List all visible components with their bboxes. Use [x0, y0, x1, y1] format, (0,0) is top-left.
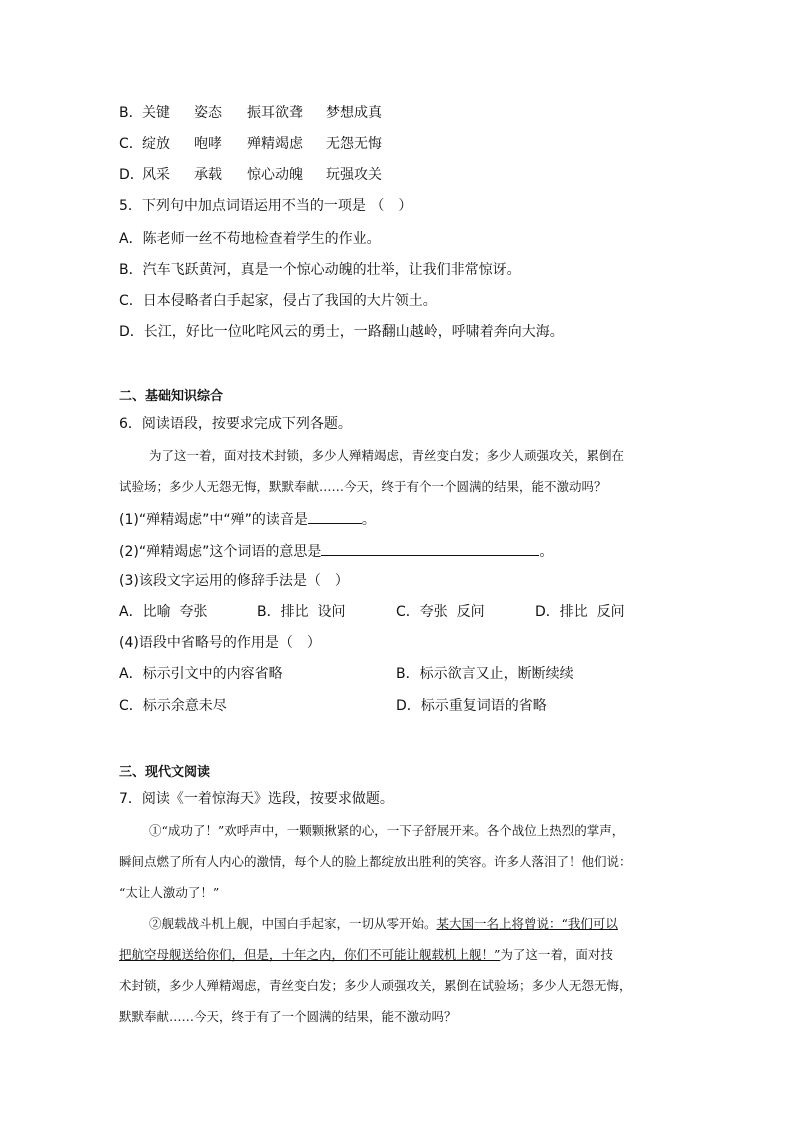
sub2-end: 。	[539, 544, 554, 560]
passage-line: ①“成功了！”欢呼声中，一颗颗揪紧的心，一下子舒展开来。各个战位上热烈的掌声，	[149, 823, 625, 838]
q6-sub1	[119, 509, 376, 529]
option-word: 咆哮	[194, 136, 222, 152]
q6-sub3: (3)该段文字运用的修辞手法是（ ）	[119, 573, 349, 589]
passage-line: 为了这一着，面对技术封锁，多少人殚精竭虑，青丝变白发；多少人顽强攻关，累倒在	[149, 448, 625, 463]
underlined-text: 把航空母舰送给你们，但是，十年之内，你们不可能让舰载机上舰！”	[119, 947, 501, 962]
option-a: A．标示引文中的内容省略	[119, 666, 283, 682]
option-word: 梦想成真	[326, 105, 382, 121]
answer-blank[interactable]	[308, 509, 362, 524]
option-b: B．标示欲言又止，断断续续	[396, 666, 574, 682]
q4-option-c	[119, 135, 382, 153]
option-word: 绽放	[142, 136, 170, 152]
option-word: 姿态	[194, 105, 222, 121]
sub1-end: 。	[361, 512, 376, 528]
passage-line: 默默奉献……今天，终于有了一个圆满的结果，能不激动吗？	[119, 1009, 457, 1024]
option-d: D．排比 反问	[535, 604, 625, 620]
option-word: 无怨无悔	[326, 136, 382, 152]
option-word: 关键	[142, 105, 170, 121]
q4-option-d	[119, 166, 382, 184]
option-label: C．	[119, 136, 143, 152]
option-word: 振耳欲聋	[247, 105, 303, 121]
passage-text: 为了这一着，面对技	[500, 947, 613, 962]
q7-passage-p1	[119, 815, 675, 908]
q7-stem: 7．阅读《一着惊海天》选段，按要求做题。	[119, 791, 394, 807]
section-title: 三、现代文阅读	[119, 765, 211, 780]
option-b: B．排比 设问	[257, 604, 346, 620]
option-word: 风采	[142, 167, 170, 183]
passage-line: 瞬间点燃了所有人内心的激情，每个人的脸上都绽放出胜利的笑容。许多人落泪了！他们说：	[119, 854, 632, 869]
option-label: D．	[119, 167, 144, 183]
q5-option-d: D．长江，好比一位叱咤风云的勇士，一路翻山越岭，呼啸着奔向大海。	[119, 324, 564, 340]
option-d: D．标示重复词语的省略	[396, 698, 547, 714]
q5-option-a: A．陈老师一丝不苟地检查着学生的作业。	[119, 231, 381, 247]
option-label: B．	[119, 105, 143, 121]
q5-stem: 5．下列句中加点词语运用不当的一项是 （ ）	[119, 198, 413, 214]
q5-option-c: C．日本侵略者白手起家，侵占了我国的大片领土。	[119, 293, 437, 309]
passage-line: “太让人激动了！”	[119, 885, 220, 900]
option-c: C．夸张 反问	[396, 604, 485, 620]
q6-stem: 6．阅读语段，按要求完成下列各题。	[119, 416, 352, 432]
passage-text: ②舰载战斗机上舰，中国白手起家，一切从零开始。	[149, 916, 437, 931]
section-title: 二、基础知识综合	[119, 389, 224, 404]
q5-option-b: B．汽车飞跃黄河，真是一个惊心动魄的壮举，让我们非常惊讶。	[119, 262, 521, 278]
underlined-text: 某大国一名上将曾说：“我们可以	[436, 916, 618, 931]
passage-line: 试验场；多少人无怨无悔，默默奉献……今天，终于有个一个圆满的结果，能不激动吗？	[119, 479, 607, 494]
option-c: C．标示余意未尽	[119, 698, 227, 714]
passage-line: 术封锁，多少人殚精竭虑，青丝变白发；多少人顽强攻关，累倒在试验场；多少人无怨无悔，	[119, 978, 632, 993]
sub1-text: (1)“殚精竭虑”中“殚”的读音是	[119, 512, 308, 528]
option-word: 殚精竭虑	[247, 136, 303, 152]
q7-passage-p2	[119, 908, 675, 1032]
q6-sub4: (4)语段中省略号的作用是（ ）	[119, 635, 321, 651]
q4-option-b	[119, 104, 382, 122]
answer-blank[interactable]	[321, 541, 539, 556]
q6-passage	[119, 440, 675, 502]
sub2-text: (2)“殚精竭虑”这个词语的意思是	[119, 544, 322, 560]
option-a: A．比喻 夸张	[119, 604, 208, 620]
option-word: 玩强攻关	[326, 167, 382, 183]
option-word: 惊心动魄	[247, 167, 303, 183]
q6-sub2	[119, 541, 553, 561]
option-word: 承载	[194, 167, 222, 183]
